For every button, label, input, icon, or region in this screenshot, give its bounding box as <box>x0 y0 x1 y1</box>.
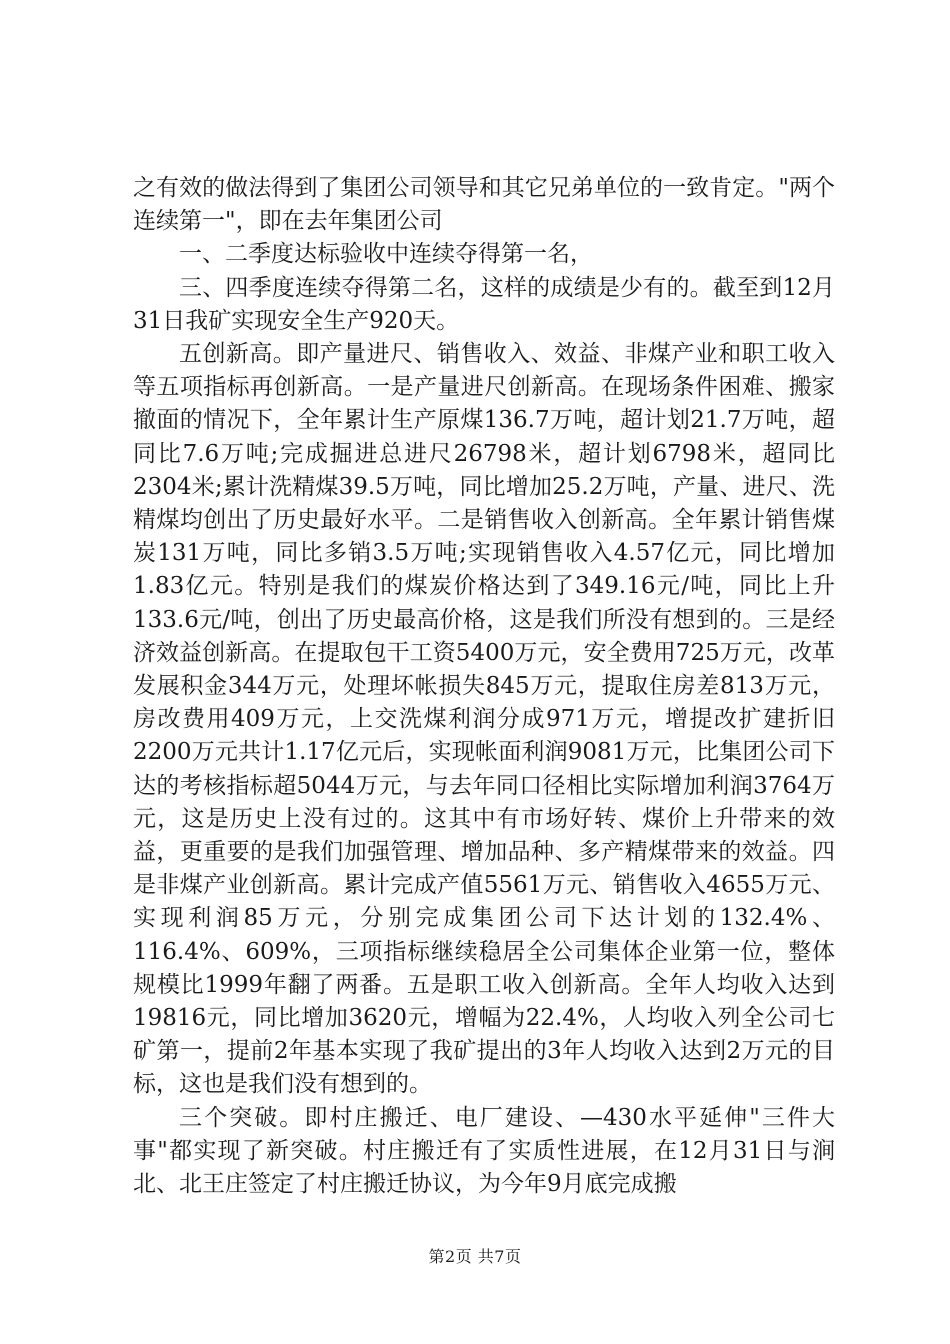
paragraph-5: 三个突破。即村庄搬迁、电厂建设、—430水平延伸"三件大事"都实现了新突破。村庄搬迁有了实质性进展，在12月31日与涧北、北王庄签定了村庄搬迁协议，为今年9月底完成搬 <box>133 1104 835 1198</box>
page-footer: 第2页 共7页 <box>428 1247 522 1266</box>
paragraph-1: 之有效的做法得到了集团公司领导和其它兄弟单位的一致肯定。"两个连续第一"，即在去年集团公司 <box>133 175 835 235</box>
paragraph-4: 五创新高。即产量进尺、销售收入、效益、非煤产业和职工收入等五项指标再创新高。一是产量进尺创新高。在现场条件困难、搬家撤面的情况下，全年累计生产原煤136.7万吨，超计划21.7万吨，超同比7.6万吨;完成掘进总进尺26798米，超计划6798米，超同比2304米;累计洗精煤39.5万吨，同比增加25.2万吨，产量、进尺、洗精煤均创出了历史最好水平。二是销售收入创新高。全年累计销售煤炭131万吨，同比多销3.5万吨;实现销售收入4.57亿元，同比增加1.83亿元。特别是我们的煤炭价格达到了349.16元/吨，同比上升133.6元/吨，创出了历史最高价格，这是我们所没有想到的。三是经济效益创新高。在提取包干工资5400万元，安全费用725万元，改革发展积金344万元，处理坏帐损失845万元，提取住房差813万元，房改费用409万元，上交洗煤利润分成971万元，增提改扩建折旧2200万元共计1.17亿元后，实现帐面利润9081万元，比集团公司下达的考核指标超5044万元，与去年同口径相比实际增加利润3764万元，这是历史上没有过的。这其中有市场好转、煤价上升带来的效益，更重要的是我们加强管理、增加品种、多产精煤带来的效益。四是非煤产业创新高。累计完成产值5561万元、销售收入4655万元、实现利润85万元，分别完成集团公司下达计划的132.4%、116.4%、609%，三项指标继续稳居全公司集体企业第一位，整体规模比1999年翻了两番。五是职工收入创新高。全年人均收入达到19816元，同比增加3620元，增幅为22.4%，人均收入列全公司七矿第一，提前2年基本实现了我矿提出的3年人均收入达到2万元的目标，这也是我们没有想到的。 <box>133 341 835 1098</box>
document-body <box>133 172 835 1201</box>
paragraph-2: 一、二季度达标验收中连续夺得第一名， <box>179 241 593 268</box>
paragraph-3: 三、四季度连续夺得第二名，这样的成绩是少有的。截至到12月31日我矿实现安全生产920天。 <box>133 274 835 334</box>
